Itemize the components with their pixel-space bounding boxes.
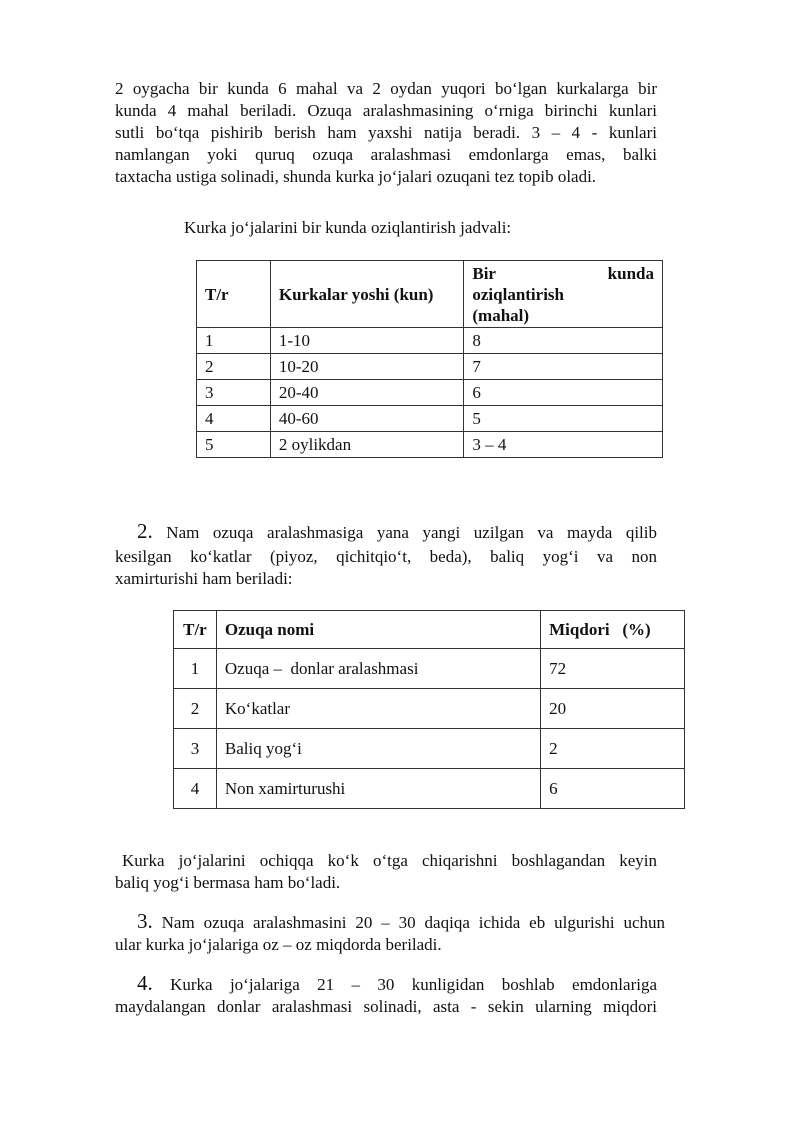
header-cell: T/r [174,611,217,649]
table-row [197,406,663,432]
section-text: Kurka joʻjalariga 21 – 30 kunligidan boshlab emdonlariga [170,975,657,994]
header-cell: T/r [197,261,271,328]
section-4-line: maydalangan donlar aralashmasi solinadi, asta - sekin ularning miqdori [115,997,657,1016]
header-cell: Kurkalar yoshi (kun) [270,261,464,328]
intro-line: 2 oygacha bir kunda 6 mahal va 2 oydan yuqori boʻlgan kurkalarga bir [115,79,657,98]
section-2-line [115,520,657,544]
section-4-line [137,972,657,996]
table-cell: 1-10 [270,328,464,354]
table-cell: Koʻkatlar [216,689,540,729]
table-cell: 2 oylikdan [270,432,464,458]
table-cell: 20-40 [270,380,464,406]
intro-line: taxtacha ustiga solinadi, shunda kurka joʻjalari ozuqani tez topib oladi. [115,167,597,186]
table-cell: 20 [541,689,685,729]
header-cell [464,261,663,328]
table-row [174,729,685,769]
table-cell: 2 [541,729,685,769]
table-header-row [197,261,663,328]
header-word: kunda [607,263,654,283]
table-cell: 6 [464,380,663,406]
table-row [174,769,685,809]
table-cell: 5 [464,406,663,432]
table-cell: 2 [197,354,271,380]
table-row [197,354,663,380]
section-2-line: kesilgan koʻkatlar (piyoz, qichitqioʻt, beda), baliq yogʻi va non [115,547,657,566]
header-line: oziqlantirish [472,284,564,304]
table-cell: 40-60 [270,406,464,432]
table-cell: Non xamirturushi [216,769,540,809]
header-cell: Ozuqa nomi [216,611,540,649]
table-cell: 3 [174,729,217,769]
note-line: Kurka joʻjalarini ochiqqa koʻk oʻtga chiqarishni boshlagandan keyin [122,851,657,870]
section-number: 4. [137,971,153,995]
note-line: baliq yogʻi bermasa ham boʻladi. [115,873,341,892]
header-cell: Miqdori (%) [541,611,685,649]
table-cell: 1 [197,328,271,354]
header-line: (mahal) [472,305,530,325]
table-cell: 3 [197,380,271,406]
table-cell: 5 [197,432,271,458]
feeding-schedule-table [196,260,663,458]
section-number: 2. [137,519,153,543]
table-header-row [174,611,685,649]
table-cell: 4 [197,406,271,432]
table-cell: 8 [464,328,663,354]
intro-line: sutli boʻtqa pishirib berish ham yaxshi natija beradi. 3 – 4 - kunlari [115,123,657,142]
table1-caption: Kurka joʻjalarini bir kunda oziqlantirish jadvali: [184,218,512,237]
section-3-line: ular kurka joʻjalariga oz – oz miqdorda beriladi. [115,935,442,954]
section-number: 3. [137,909,153,933]
table-cell: 7 [464,354,663,380]
table-cell: 2 [174,689,217,729]
feed-composition-table [173,610,685,809]
header-word: Bir [472,263,496,283]
section-text: Nam ozuqa aralashmasiga yana yangi uzilgan va mayda qilib [166,523,657,542]
intro-line: namlangan yoki quruq ozuqa aralashmasi emdonlarga emas, balki [115,145,657,164]
table-cell: 10-20 [270,354,464,380]
table-cell: Ozuqa – donlar aralashmasi [216,649,540,689]
table-cell: 6 [541,769,685,809]
table-row [197,380,663,406]
table-cell: 4 [174,769,217,809]
section-2-line: xamirturishi ham beriladi: [115,569,293,588]
table-row [174,689,685,729]
intro-line: kunda 4 mahal beriladi. Ozuqa aralashmasining oʻrniga birinchi kunlari [115,101,657,120]
table-row [197,328,663,354]
section-text: Nam ozuqa aralashmasini 20 – 30 daqiqa ichida eb ulgurishi uchun [161,913,665,932]
table-cell: 1 [174,649,217,689]
table-row [197,432,663,458]
table-cell: 3 – 4 [464,432,663,458]
table-cell: 72 [541,649,685,689]
table-cell: Baliq yogʻi [216,729,540,769]
section-3-line [137,910,665,934]
table-row [174,649,685,689]
